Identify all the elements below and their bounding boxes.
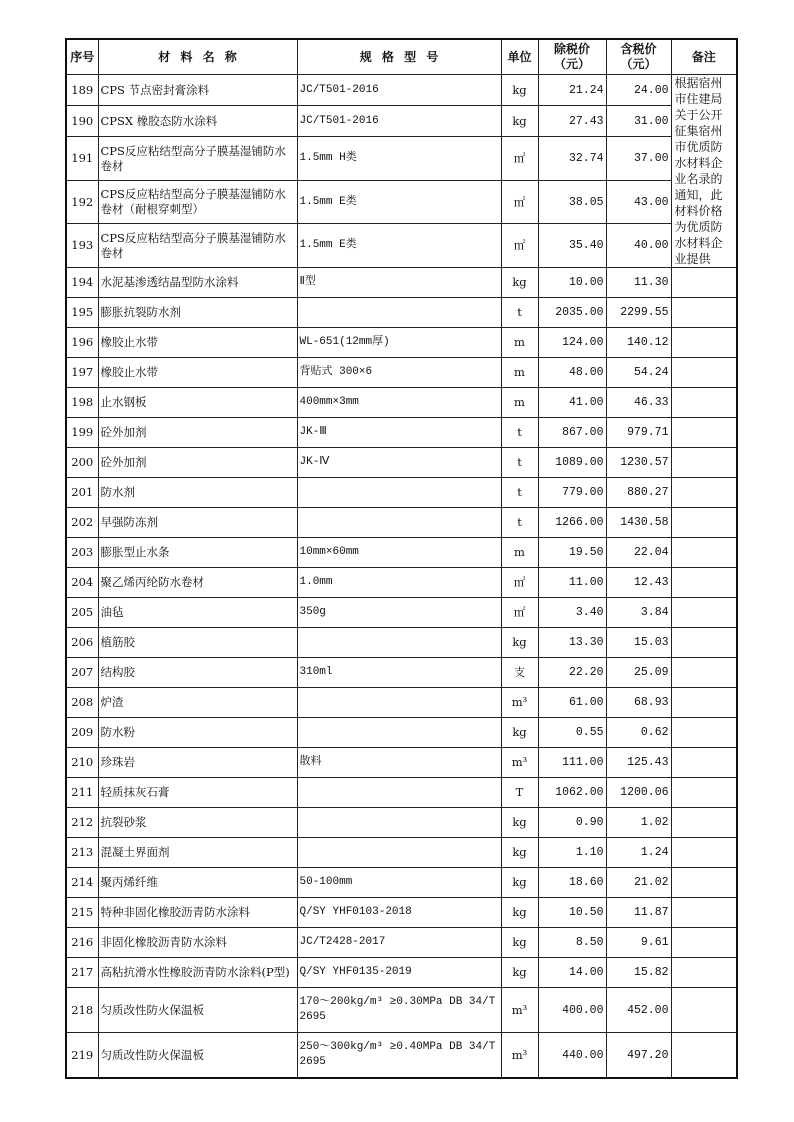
cell-inc: 11.87 [606,898,671,928]
cell-spec: 10mm×60mm [297,538,501,568]
cell-inc: 40.00 [606,224,671,268]
cell-seq: 202 [66,508,98,538]
cell-unit: ㎡ [501,598,538,628]
cell-unit: kg [501,838,538,868]
cell-seq: 211 [66,778,98,808]
cell-name: 非固化橡胶沥青防水涂料 [98,928,297,958]
table-row [66,478,737,508]
cell-ex: 111.00 [538,748,606,778]
cell-spec: JC/T2428-2017 [297,928,501,958]
cell-spec: JK-Ⅲ [297,418,501,448]
table-row [66,718,737,748]
cell-unit: m³ [501,688,538,718]
cell-note [671,928,737,958]
cell-seq: 208 [66,688,98,718]
cell-inc: 12.43 [606,568,671,598]
cell-note [671,688,737,718]
cell-seq: 200 [66,448,98,478]
cell-note [671,388,737,418]
table-row [66,358,737,388]
cell-note [671,568,737,598]
header-spec: 规 格 型 号 [297,39,501,75]
cell-spec [297,718,501,748]
header-price-ex-tax: 除税价 （元） [538,39,606,75]
cell-unit: ㎡ [501,568,538,598]
cell-ex: 48.00 [538,358,606,388]
cell-name: 植筋胶 [98,628,297,658]
cell-name: CPSX 橡胶态防水涂料 [98,106,297,137]
cell-seq: 217 [66,958,98,988]
table-row [66,137,737,181]
cell-inc: 2299.55 [606,298,671,328]
cell-name: 结构胶 [98,658,297,688]
cell-spec: 散料 [297,748,501,778]
table-row [66,508,737,538]
cell-spec: 1.5mm H类 [297,137,501,181]
table-row [66,658,737,688]
cell-unit: m [501,388,538,418]
table-row [66,898,737,928]
cell-note [671,448,737,478]
cell-note [671,328,737,358]
cell-spec: WL-651(12mm厚) [297,328,501,358]
table-row [66,268,737,298]
cell-unit: kg [501,75,538,106]
cell-seq: 199 [66,418,98,448]
table-row [66,748,737,778]
cell-seq: 216 [66,928,98,958]
table-row [66,568,737,598]
cell-spec [297,808,501,838]
cell-ex: 38.05 [538,180,606,224]
cell-spec: 1.0mm [297,568,501,598]
cell-ex: 22.20 [538,658,606,688]
cell-ex: 21.24 [538,75,606,106]
cell-ex: 1062.00 [538,778,606,808]
cell-ex: 19.50 [538,538,606,568]
cell-name: 油毡 [98,598,297,628]
cell-unit: t [501,508,538,538]
cell-seq: 213 [66,838,98,868]
cell-note [671,898,737,928]
cell-name: 砼外加剂 [98,448,297,478]
cell-unit: ㎡ [501,180,538,224]
cell-note [671,748,737,778]
cell-unit: m [501,328,538,358]
cell-inc: 1230.57 [606,448,671,478]
cell-inc: 880.27 [606,478,671,508]
cell-name: 橡胶止水带 [98,358,297,388]
table-row [66,868,737,898]
table-row [66,388,737,418]
cell-inc: 9.61 [606,928,671,958]
cell-unit: t [501,298,538,328]
cell-note [671,418,737,448]
cell-inc: 37.00 [606,137,671,181]
cell-ex: 1.10 [538,838,606,868]
cell-name: 匀质改性防火保温板 [98,988,297,1033]
table-row [66,958,737,988]
table-row [66,538,737,568]
table-row [66,688,737,718]
cell-unit: kg [501,958,538,988]
cell-seq: 215 [66,898,98,928]
cell-ex: 14.00 [538,958,606,988]
cell-unit: kg [501,868,538,898]
cell-seq: 198 [66,388,98,418]
cell-seq: 206 [66,628,98,658]
cell-note [671,808,737,838]
cell-ex: 10.50 [538,898,606,928]
cell-seq: 193 [66,224,98,268]
cell-spec [297,838,501,868]
cell-inc: 15.82 [606,958,671,988]
cell-inc: 1.24 [606,838,671,868]
cell-name: 混凝土界面剂 [98,838,297,868]
cell-note [671,478,737,508]
cell-ex: 10.00 [538,268,606,298]
cell-name: CPS反应粘结型高分子膜基湿铺防水卷材（耐根穿刺型） [98,180,297,224]
cell-inc: 21.02 [606,868,671,898]
cell-ex: 0.55 [538,718,606,748]
cell-seq: 204 [66,568,98,598]
cell-seq: 205 [66,598,98,628]
cell-ex: 41.00 [538,388,606,418]
cell-ex: 1089.00 [538,448,606,478]
header-name: 材 料 名 称 [98,39,297,75]
cell-name: 橡胶止水带 [98,328,297,358]
cell-spec: JC/T501-2016 [297,75,501,106]
cell-name: 炉渣 [98,688,297,718]
cell-note [671,628,737,658]
cell-unit: kg [501,808,538,838]
cell-spec: Q/SY YHF0135-2019 [297,958,501,988]
cell-note [671,868,737,898]
cell-ex: 11.00 [538,568,606,598]
cell-note [671,598,737,628]
cell-inc: 15.03 [606,628,671,658]
cell-unit: t [501,418,538,448]
cell-unit: kg [501,628,538,658]
cell-ex: 0.90 [538,808,606,838]
cell-ex: 32.74 [538,137,606,181]
cell-note [671,268,737,298]
cell-spec [297,778,501,808]
cell-seq: 191 [66,137,98,181]
cell-seq: 209 [66,718,98,748]
cell-spec [297,478,501,508]
header-seq: 序号 [66,39,98,75]
cell-name: 防水粉 [98,718,297,748]
table-row [66,808,737,838]
cell-spec [297,508,501,538]
cell-spec: 310ml [297,658,501,688]
cell-spec [297,298,501,328]
cell-note [671,988,737,1033]
cell-seq: 195 [66,298,98,328]
cell-name: 止水钢板 [98,388,297,418]
cell-name: CPS反应粘结型高分子膜基湿铺防水卷材 [98,224,297,268]
cell-name: 高粘抗滑水性橡胶沥青防水涂料(P型) [98,958,297,988]
header-note: 备注 [671,39,737,75]
cell-inc: 0.62 [606,718,671,748]
cell-inc: 1430.58 [606,508,671,538]
cell-spec [297,628,501,658]
cell-unit: m³ [501,748,538,778]
cell-spec: 170～200kg/m³ ≥0.30MPa DB 34/T 2695 [297,988,501,1033]
cell-unit: m [501,538,538,568]
cell-ex: 3.40 [538,598,606,628]
cell-note: 根据宿州市住建局关于公开征集宿州市优质防水材料企业名录的通知，此材料价格为优质防水材料企业提供 [671,75,737,268]
cell-seq: 190 [66,106,98,137]
cell-inc: 31.00 [606,106,671,137]
table-row [66,778,737,808]
cell-note [671,508,737,538]
cell-name: 早强防冻剂 [98,508,297,538]
table-row [66,628,737,658]
cell-ex: 13.30 [538,628,606,658]
cell-spec: JK-Ⅳ [297,448,501,478]
cell-note [671,538,737,568]
cell-unit: m [501,358,538,388]
cell-seq: 192 [66,180,98,224]
cell-seq: 189 [66,75,98,106]
cell-seq: 219 [66,1033,98,1079]
cell-note [671,658,737,688]
cell-spec: 50-100mm [297,868,501,898]
cell-name: 轻质抹灰石膏 [98,778,297,808]
cell-name: 聚丙烯纤维 [98,868,297,898]
table-row [66,1033,737,1079]
cell-name: 砼外加剂 [98,418,297,448]
table-row [66,298,737,328]
header-unit: 单位 [501,39,538,75]
table-row [66,328,737,358]
table-row [66,418,737,448]
cell-inc: 54.24 [606,358,671,388]
cell-spec: Q/SY YHF0103-2018 [297,898,501,928]
cell-unit: t [501,478,538,508]
cell-name: 防水剂 [98,478,297,508]
cell-spec: Ⅱ型 [297,268,501,298]
cell-inc: 125.43 [606,748,671,778]
cell-seq: 197 [66,358,98,388]
cell-name: 匀质改性防火保温板 [98,1033,297,1079]
table-row [66,448,737,478]
table-row [66,180,737,224]
cell-name: 水泥基渗透结晶型防水涂料 [98,268,297,298]
cell-note [671,838,737,868]
cell-seq: 196 [66,328,98,358]
materials-price-table [65,38,738,1079]
cell-note [671,358,737,388]
cell-ex: 18.60 [538,868,606,898]
cell-ex: 1266.00 [538,508,606,538]
cell-unit: t [501,448,538,478]
cell-spec: 背贴式 300×6 [297,358,501,388]
cell-ex: 2035.00 [538,298,606,328]
cell-ex: 440.00 [538,1033,606,1079]
cell-unit: m³ [501,988,538,1033]
cell-name: 膨胀型止水条 [98,538,297,568]
cell-unit: ㎡ [501,224,538,268]
cell-spec: 250～300kg/m³ ≥0.40MPa DB 34/T 2695 [297,1033,501,1079]
cell-spec: 400mm×3mm [297,388,501,418]
cell-note [671,1033,737,1079]
cell-seq: 214 [66,868,98,898]
cell-unit: kg [501,106,538,137]
cell-inc: 140.12 [606,328,671,358]
cell-seq: 201 [66,478,98,508]
cell-note [671,778,737,808]
cell-name: CPS 节点密封膏涂料 [98,75,297,106]
cell-name: 珍珠岩 [98,748,297,778]
cell-seq: 207 [66,658,98,688]
cell-inc: 43.00 [606,180,671,224]
table-row [66,838,737,868]
cell-name: CPS反应粘结型高分子膜基湿铺防水卷材 [98,137,297,181]
table-header-row [66,39,737,75]
cell-seq: 203 [66,538,98,568]
table-row [66,75,737,106]
cell-unit: 支 [501,658,538,688]
cell-unit: kg [501,718,538,748]
cell-seq: 210 [66,748,98,778]
cell-inc: 11.30 [606,268,671,298]
cell-unit: T [501,778,538,808]
table-row [66,988,737,1033]
cell-seq: 218 [66,988,98,1033]
cell-unit: ㎡ [501,137,538,181]
cell-ex: 779.00 [538,478,606,508]
cell-spec: JC/T501-2016 [297,106,501,137]
cell-ex: 124.00 [538,328,606,358]
cell-spec: 1.5mm E类 [297,224,501,268]
cell-name: 聚乙烯丙纶防水卷材 [98,568,297,598]
cell-ex: 27.43 [538,106,606,137]
cell-unit: m³ [501,1033,538,1079]
table-body [66,75,737,1079]
cell-spec [297,688,501,718]
cell-inc: 3.84 [606,598,671,628]
cell-inc: 46.33 [606,388,671,418]
cell-seq: 212 [66,808,98,838]
cell-inc: 1200.06 [606,778,671,808]
cell-inc: 68.93 [606,688,671,718]
cell-ex: 867.00 [538,418,606,448]
table-row [66,224,737,268]
cell-note [671,958,737,988]
cell-seq: 194 [66,268,98,298]
cell-unit: kg [501,898,538,928]
cell-unit: kg [501,268,538,298]
cell-spec: 1.5mm E类 [297,180,501,224]
table-row [66,598,737,628]
table-row [66,106,737,137]
cell-ex: 61.00 [538,688,606,718]
cell-name: 特种非固化橡胶沥青防水涂料 [98,898,297,928]
cell-inc: 452.00 [606,988,671,1033]
cell-unit: kg [501,928,538,958]
table-row [66,928,737,958]
cell-name: 抗裂砂浆 [98,808,297,838]
cell-inc: 24.00 [606,75,671,106]
cell-inc: 979.71 [606,418,671,448]
cell-inc: 497.20 [606,1033,671,1079]
cell-note [671,298,737,328]
cell-name: 膨胀抗裂防水剂 [98,298,297,328]
cell-inc: 25.09 [606,658,671,688]
header-price-inc-tax: 含税价 （元） [606,39,671,75]
cell-ex: 8.50 [538,928,606,958]
cell-ex: 35.40 [538,224,606,268]
cell-inc: 1.02 [606,808,671,838]
cell-note [671,718,737,748]
cell-inc: 22.04 [606,538,671,568]
cell-spec: 350g [297,598,501,628]
cell-ex: 400.00 [538,988,606,1033]
